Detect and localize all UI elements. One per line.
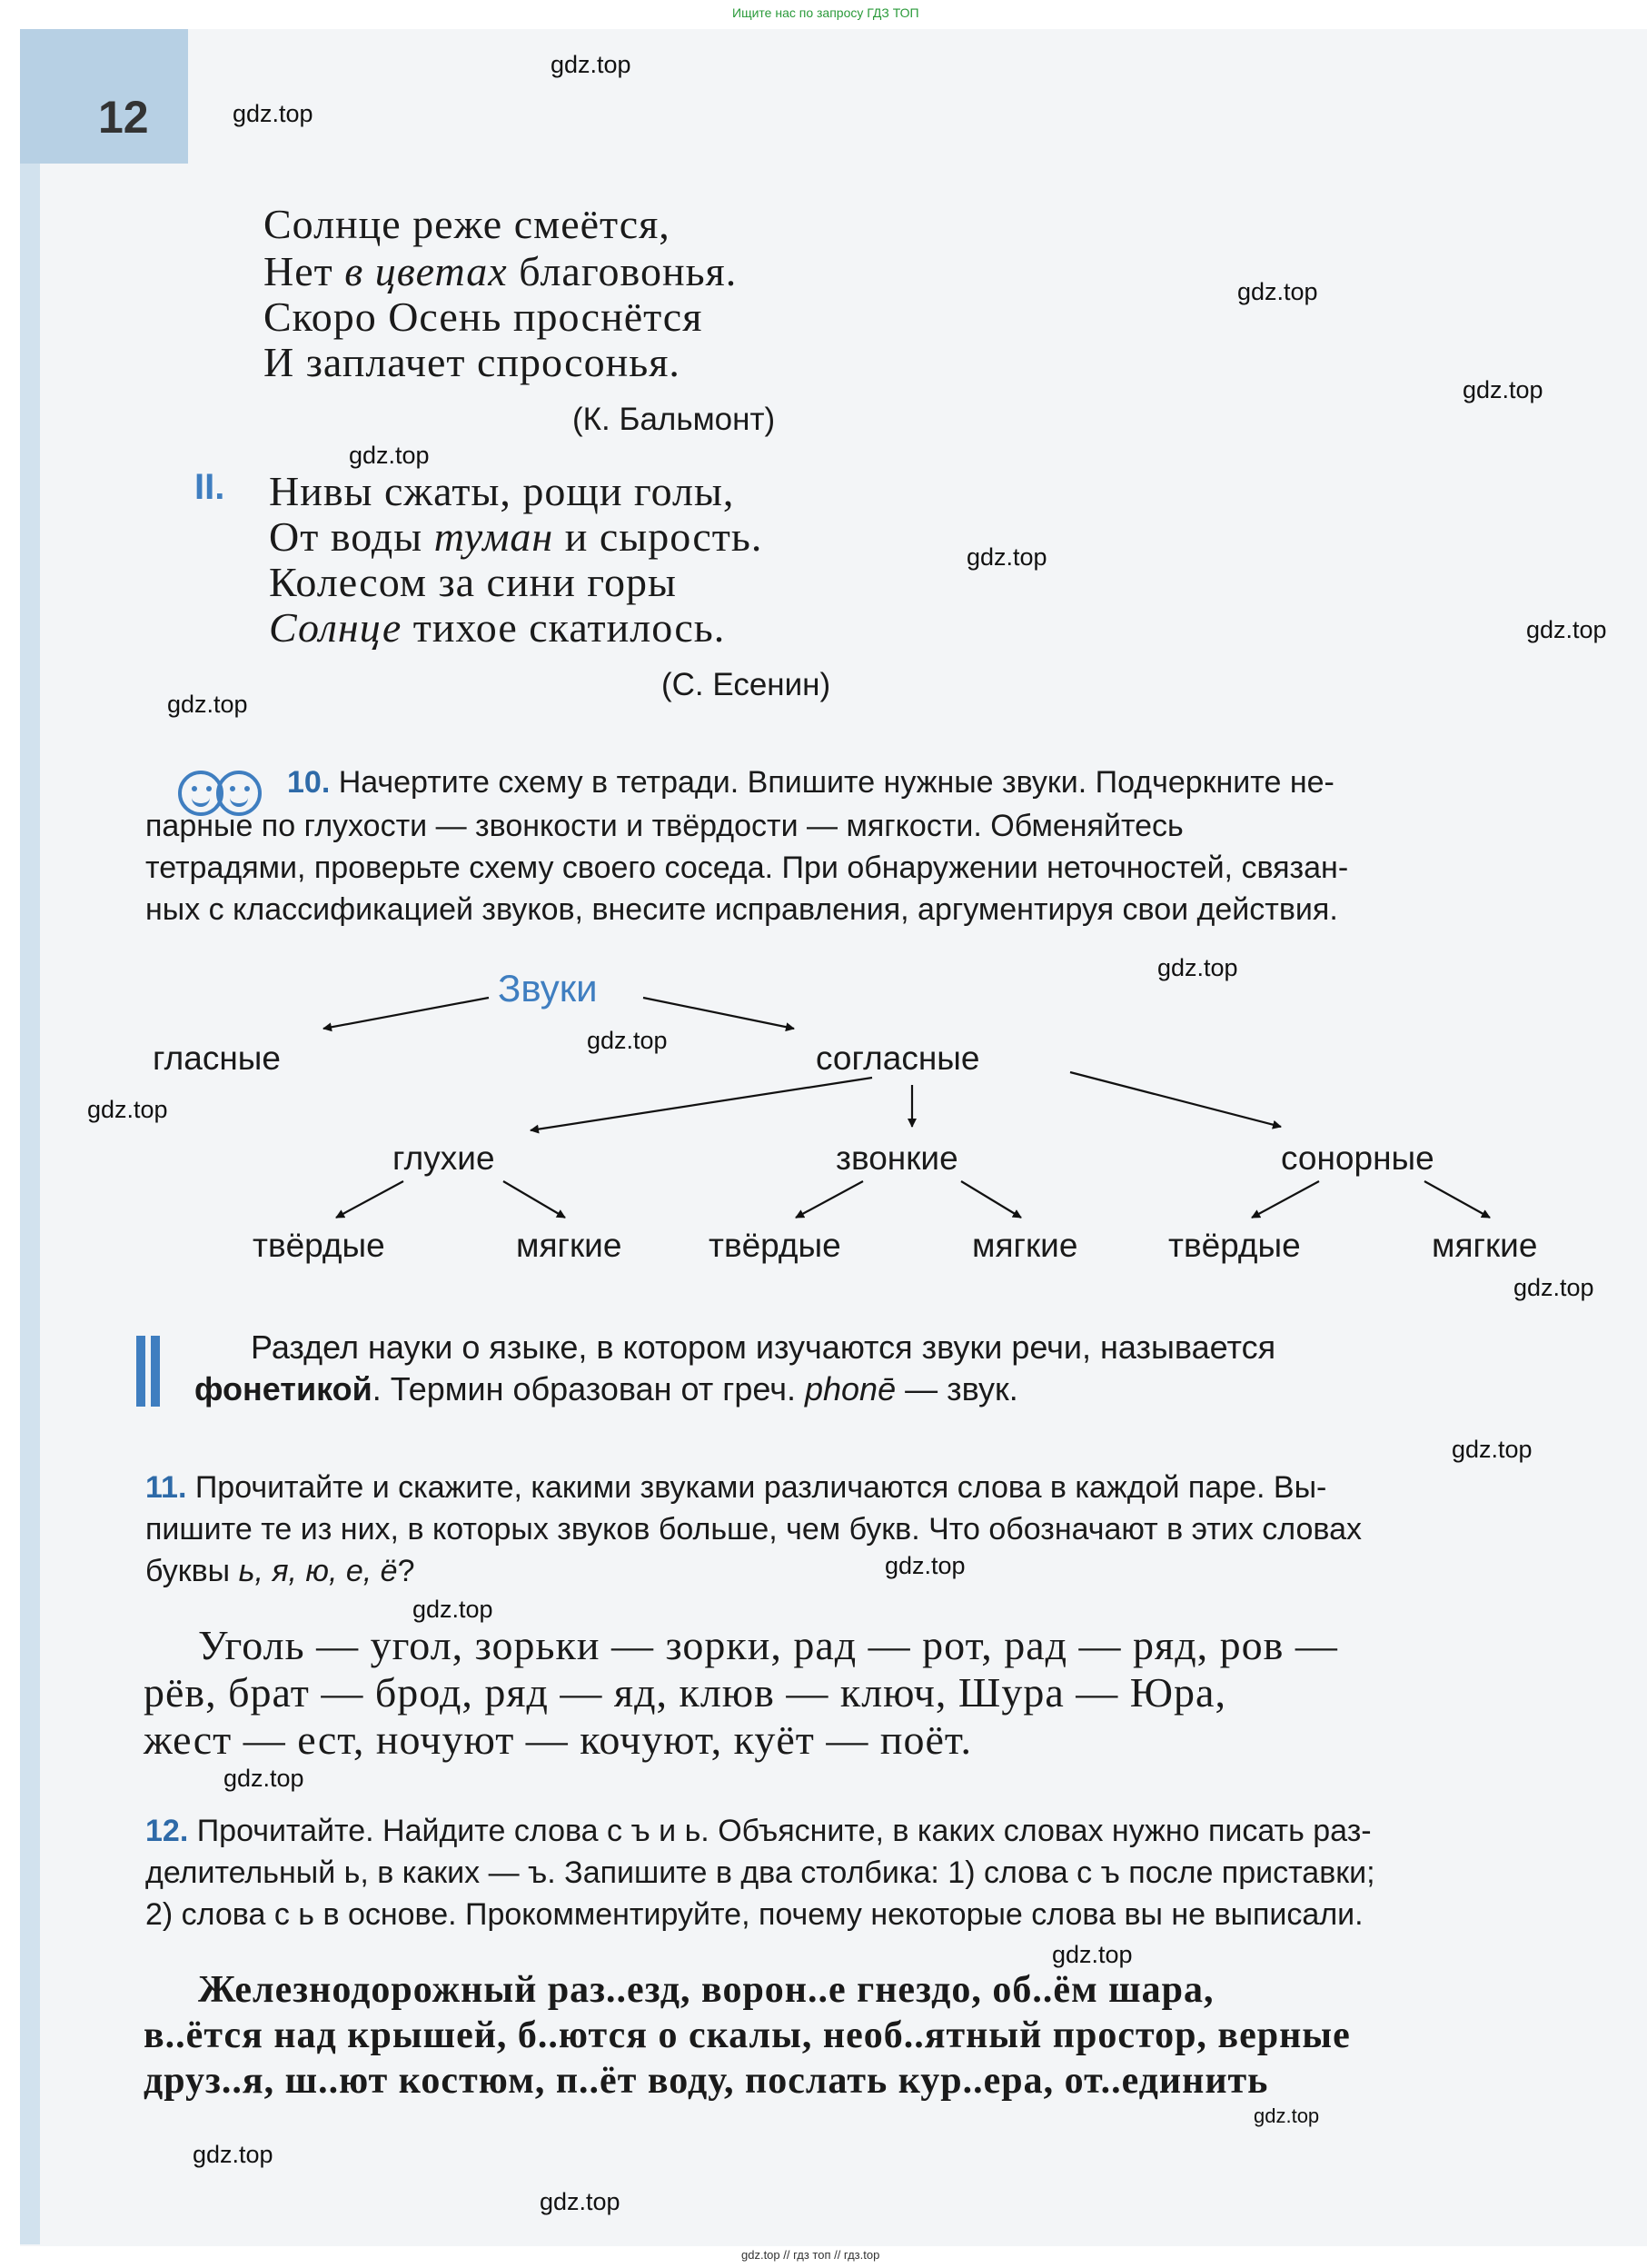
watermark: gdz.top — [412, 1596, 493, 1623]
rule-marker-bar — [151, 1336, 160, 1407]
scheme-voiced: звонкие — [836, 1139, 958, 1177]
page-side-strip — [20, 164, 40, 2244]
scheme-root-sounds: Звуки — [498, 967, 598, 1010]
poem2-line2: От воды туман и сырость. — [269, 513, 763, 560]
ex12-text-line3: друз..я, ш..ют костюм, п..ёт воду, послать кур..ера, от..единить — [144, 2060, 1269, 2102]
poem2-roman-numeral: II. — [194, 467, 225, 507]
ex10-line1: 10. Начертите схему в тетради. Впишите нужные звуки. Подчеркните не- — [287, 765, 1334, 800]
poem1-author: (К. Бальмонт) — [572, 402, 776, 437]
ex12-text-line2: в..ётся над крышей, б..ются о скалы, необ..ятный простор, верные — [144, 2014, 1351, 2056]
poem2-line1: Нивы сжаты, рощи голы, — [269, 468, 735, 514]
poem2-author: (С. Есенин) — [661, 667, 831, 702]
watermark: gdz.top — [1237, 278, 1318, 305]
scheme-soft: мягкие — [1432, 1227, 1538, 1264]
watermark: gdz.top — [1452, 1436, 1533, 1463]
watermark: gdz.top — [87, 1096, 168, 1123]
scheme-soft: мягкие — [972, 1227, 1078, 1264]
scheme-hard: твёрдые — [1168, 1227, 1301, 1264]
watermark: gdz.top — [349, 442, 430, 469]
footer-text: gdz.top // гдз топ // гдз.top — [741, 2248, 880, 2262]
watermark: gdz.top — [1463, 376, 1543, 403]
ex11-line1: 11. Прочитайте и скажите, какими звуками различаются слова в каждой паре. Вы- — [145, 1470, 1327, 1505]
scheme-hard: твёрдые — [709, 1227, 841, 1264]
ex11-line2: пишите те из них, в которых звуков больше, чем букв. Что обозначают в этих словах — [145, 1512, 1362, 1547]
watermark: gdz.top — [1052, 1941, 1133, 1968]
ex12-line1: 12. Прочитайте. Найдите слова с ъ и ь. Объясните, в каких словах нужно писать раз- — [145, 1814, 1372, 1848]
watermark: gdz.top — [193, 2141, 273, 2168]
watermark: gdz.top — [1254, 2104, 1320, 2127]
poem1-line4: И заплачет спросонья. — [263, 339, 680, 385]
ex11-text-line2: рёв, брат — брод, ряд — яд, клюв — ключ, Шура — Юра, — [144, 1669, 1226, 1716]
scheme-consonants: согласные — [816, 1040, 980, 1077]
ex12-line2: делительный ь, в каких — ъ. Запишите в два столбика: 1) слова с ъ после приставки; — [145, 1855, 1375, 1890]
scheme-hard: твёрдые — [253, 1227, 385, 1264]
top-notice: Ищите нас по запросу ГДЗ ТОП — [732, 5, 919, 20]
poem1-line3: Скоро Осень проснётся — [263, 293, 703, 340]
watermark: gdz.top — [167, 691, 248, 718]
watermark: gdz.top — [551, 51, 631, 78]
ex11-text-line3: жест — ест, ночуют — кочуют, куёт — поёт. — [144, 1716, 973, 1763]
scheme-sonorant: сонорные — [1281, 1139, 1434, 1177]
scheme-vowels: гласные — [153, 1040, 281, 1077]
rule-marker-bar — [136, 1336, 145, 1407]
watermark: gdz.top — [540, 2188, 620, 2215]
watermark: gdz.top — [967, 543, 1047, 571]
watermark: gdz.top — [233, 100, 313, 127]
rule-line1: Раздел науки о языке, в котором изучаются звуки речи, называется — [251, 1328, 1276, 1366]
ex11-line3: буквы ь, я, ю, е, ё? — [145, 1554, 415, 1588]
poem1-line1: Солнце реже смеётся, — [263, 201, 670, 247]
watermark: gdz.top — [223, 1765, 304, 1792]
watermark: gdz.top — [885, 1552, 966, 1579]
watermark: gdz.top — [1513, 1274, 1594, 1301]
poem1-line2: Нет в цветах благовонья. — [263, 248, 738, 294]
page-number: 12 — [98, 92, 149, 143]
scheme-soft: мягкие — [516, 1227, 622, 1264]
poem2-line4: Солнце тихое скатилось. — [269, 604, 726, 651]
rule-line2: фонетикой. Термин образован от греч. phonē — звук. — [194, 1370, 1018, 1408]
ex10-line4: ных с классификацией звуков, внесите исправления, аргументируя свои действия. — [145, 892, 1338, 927]
watermark: gdz.top — [587, 1027, 668, 1054]
watermark: gdz.top — [1526, 616, 1607, 643]
poem2-line3: Колесом за сини горы — [269, 559, 677, 605]
ex10-line2: парные по глухости — звонкости и твёрдости — мягкости. Обменяйтесь — [145, 809, 1184, 843]
ex12-line3: 2) слова с ь в основе. Прокомментируйте, почему некоторые слова вы не выписали. — [145, 1897, 1364, 1932]
ex10-line3: тетрадями, проверьте схему своего соседа. При обнаружении неточностей, связан- — [145, 850, 1349, 885]
watermark: gdz.top — [1157, 954, 1238, 981]
ex11-text-line1: Уголь — угол, зорьки — зорки, рад — рот, рад — ряд, ров — — [198, 1622, 1338, 1668]
ex12-text-line1: Железнодорожный раз..езд, ворон..е гнездо, об..ём шара, — [198, 1969, 1215, 2011]
scheme-voiceless: глухие — [392, 1139, 495, 1177]
